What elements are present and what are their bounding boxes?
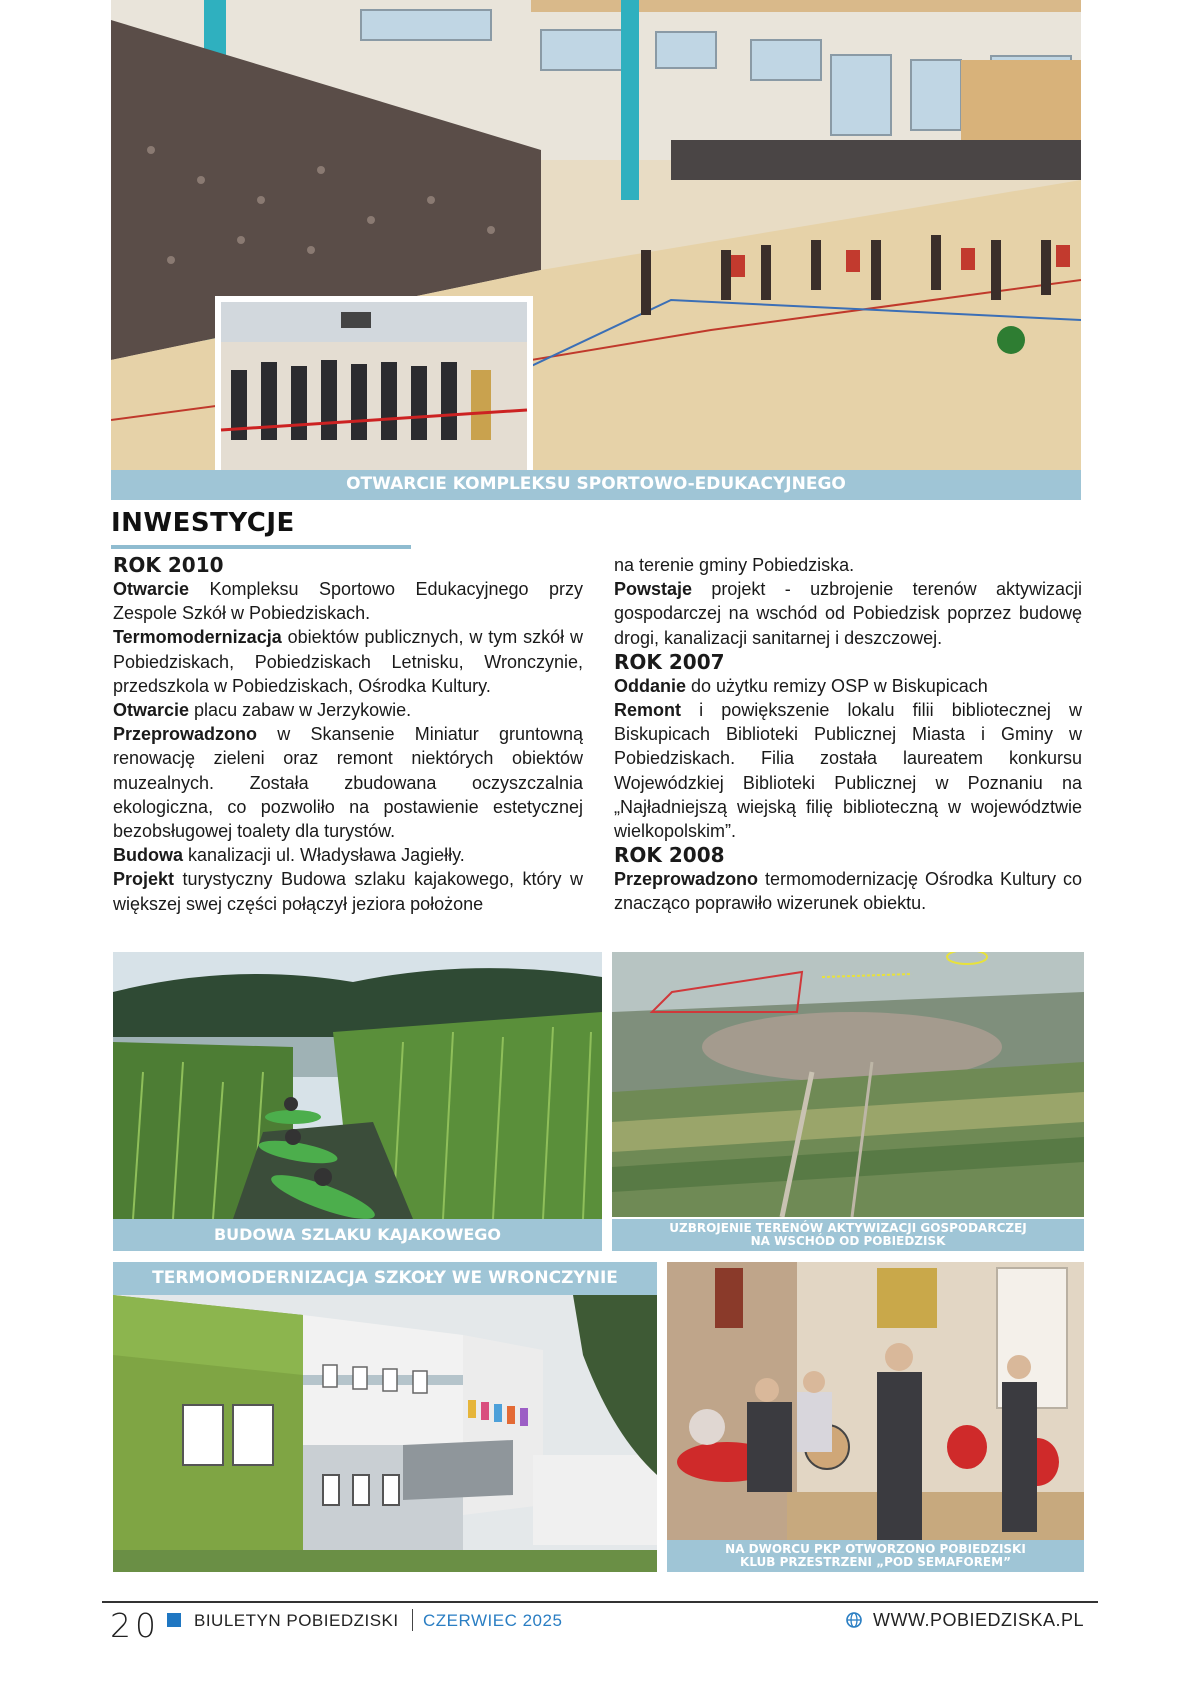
paragraph-text: turystyczny Budowa szlaku kajakowego, który w większej swej części połączył jeziora położone	[113, 869, 583, 914]
footer-separator	[412, 1609, 413, 1631]
lead-word: Powstaje	[614, 579, 693, 600]
paragraph	[614, 674, 1082, 698]
caption-sports-hall-text: OTWARCIE KOMPLEKSU SPORTOWO-EDUKACYJNEGO	[346, 474, 846, 495]
caption-club-line1: NA DWORCU PKP OTWORZONO POBIEDZISKI	[725, 1542, 1026, 1557]
caption-kayak-trail	[113, 1219, 602, 1251]
caption-club-line2: KLUB PRZESTRZENI „POD SEMAFOREM”	[740, 1555, 1011, 1569]
footer-divider	[102, 1601, 1098, 1603]
lead-word: Projekt	[113, 869, 175, 890]
website-link[interactable]: WWW.POBIEDZISKA.PL	[873, 1610, 1085, 1630]
paragraph-text: termomodernizację Ośrodka Kultury co znacząco poprawiło wizerunek obiektu.	[614, 869, 1082, 914]
paragraph	[113, 698, 583, 722]
kayak-trail-photo	[113, 952, 602, 1219]
lead-word: Termomodernizacja	[113, 627, 282, 648]
paragraph	[614, 698, 1082, 843]
train-station-club-photo	[667, 1262, 1084, 1540]
paragraph-text: w Skansenie Miniatur gruntowną renowację zieleni oraz remont niektórych obiektów muzealnych. Została zbudowana oczyszczalnia ekologiczna, co pozwoliło na postawienie estetycznej bezobsługowej toalety dla turystów.	[113, 724, 583, 842]
paragraph	[113, 625, 583, 698]
publication-name: BIULETYN POBIEDZISKI	[194, 1611, 399, 1630]
lead-word: Otwarcie	[113, 579, 190, 599]
caption-school	[113, 1262, 657, 1295]
paragraph	[113, 867, 583, 915]
paragraph: na terenie gminy Pobiedziska.	[614, 555, 855, 575]
square-bullet-icon	[167, 1613, 181, 1627]
paragraph-text: do użytku remizy OSP w Biskupicach	[686, 675, 988, 696]
paragraph	[113, 722, 583, 843]
globe-icon	[846, 1612, 862, 1628]
page-number: 20	[110, 1606, 160, 1645]
year-heading-2007: ROK 2007	[614, 649, 725, 674]
lead-word: Przeprowadzono	[614, 869, 759, 890]
school-photo	[113, 1295, 657, 1572]
caption-school-text: TERMOMODERNIZACJA SZKOŁY WE WRONCZYNIE	[152, 1267, 618, 1288]
issue-date: CZERWIEC 2025	[423, 1611, 563, 1630]
paragraph-text: i powiększenie lokalu filii bibliotecznej w Biskupicach Biblioteki Publicznej Miasta i Gminy w Pobiedziskach. Filia została laureatem konkursu Wojewódzkiej Biblioteki Publicznej w Poznaniu na „Najładniejszą wiejską filię biblioteczną w województwie wielkopolskim”.	[614, 700, 1082, 842]
section-title: INWESTYCJE	[111, 508, 295, 538]
paragraph	[113, 577, 583, 625]
paragraph	[614, 577, 1082, 650]
paragraph-text: placu zabaw w Jerzykowie.	[189, 700, 412, 721]
caption-aerial-line1: UZBROJENIE TERENÓW AKTYWIZACJI GOSPODARCZEJ	[669, 1221, 1027, 1236]
paragraph-text: Kompleksu Sportowo Edukacyjnego przy Zespole Szkół w Pobiedziskach.	[113, 579, 583, 624]
caption-kayak-trail-text: BUDOWA SZLAKU KAJAKOWEGO	[213, 1224, 502, 1244]
paragraph-text: kanalizacji ul. Władysława Jagiełły.	[183, 845, 465, 866]
section-title-underline	[111, 545, 411, 549]
paragraph	[614, 867, 1082, 915]
lead-word: Przeprowadzono	[113, 724, 258, 745]
paragraph	[113, 843, 583, 867]
left-text-column	[113, 553, 583, 916]
caption-sports-hall	[111, 470, 1081, 500]
aerial-photo	[612, 952, 1084, 1217]
caption-aerial-line2: NA WSCHÓD OD POBIEDZISK	[750, 1234, 946, 1248]
caption-club	[667, 1540, 1084, 1572]
caption-aerial	[612, 1219, 1084, 1251]
year-heading-2008: ROK 2008	[614, 843, 725, 868]
sports-hall-photo	[111, 0, 1081, 470]
paragraph-text: obiektów publicznych, w tym szkół w Pobiedziskach, Pobiedziskach Letnisku, Wronczynie, przedszkola w Pobiedziskach, Ośrodka Kultury.	[113, 627, 583, 696]
lead-word: Remont	[614, 700, 681, 721]
right-text-column	[614, 553, 1082, 916]
paragraph-text: projekt - uzbrojenie terenów aktywizacji gospodarczej na wschód od Pobiedzisk poprzez budowę drogi, kanalizacji sanitarnej i deszczowej.	[614, 579, 1082, 648]
lead-word: Oddanie	[614, 675, 687, 696]
year-heading-2010: ROK 2010	[113, 553, 224, 577]
lead-word: Budowa	[113, 845, 183, 866]
lead-word: Otwarcie	[113, 700, 190, 721]
